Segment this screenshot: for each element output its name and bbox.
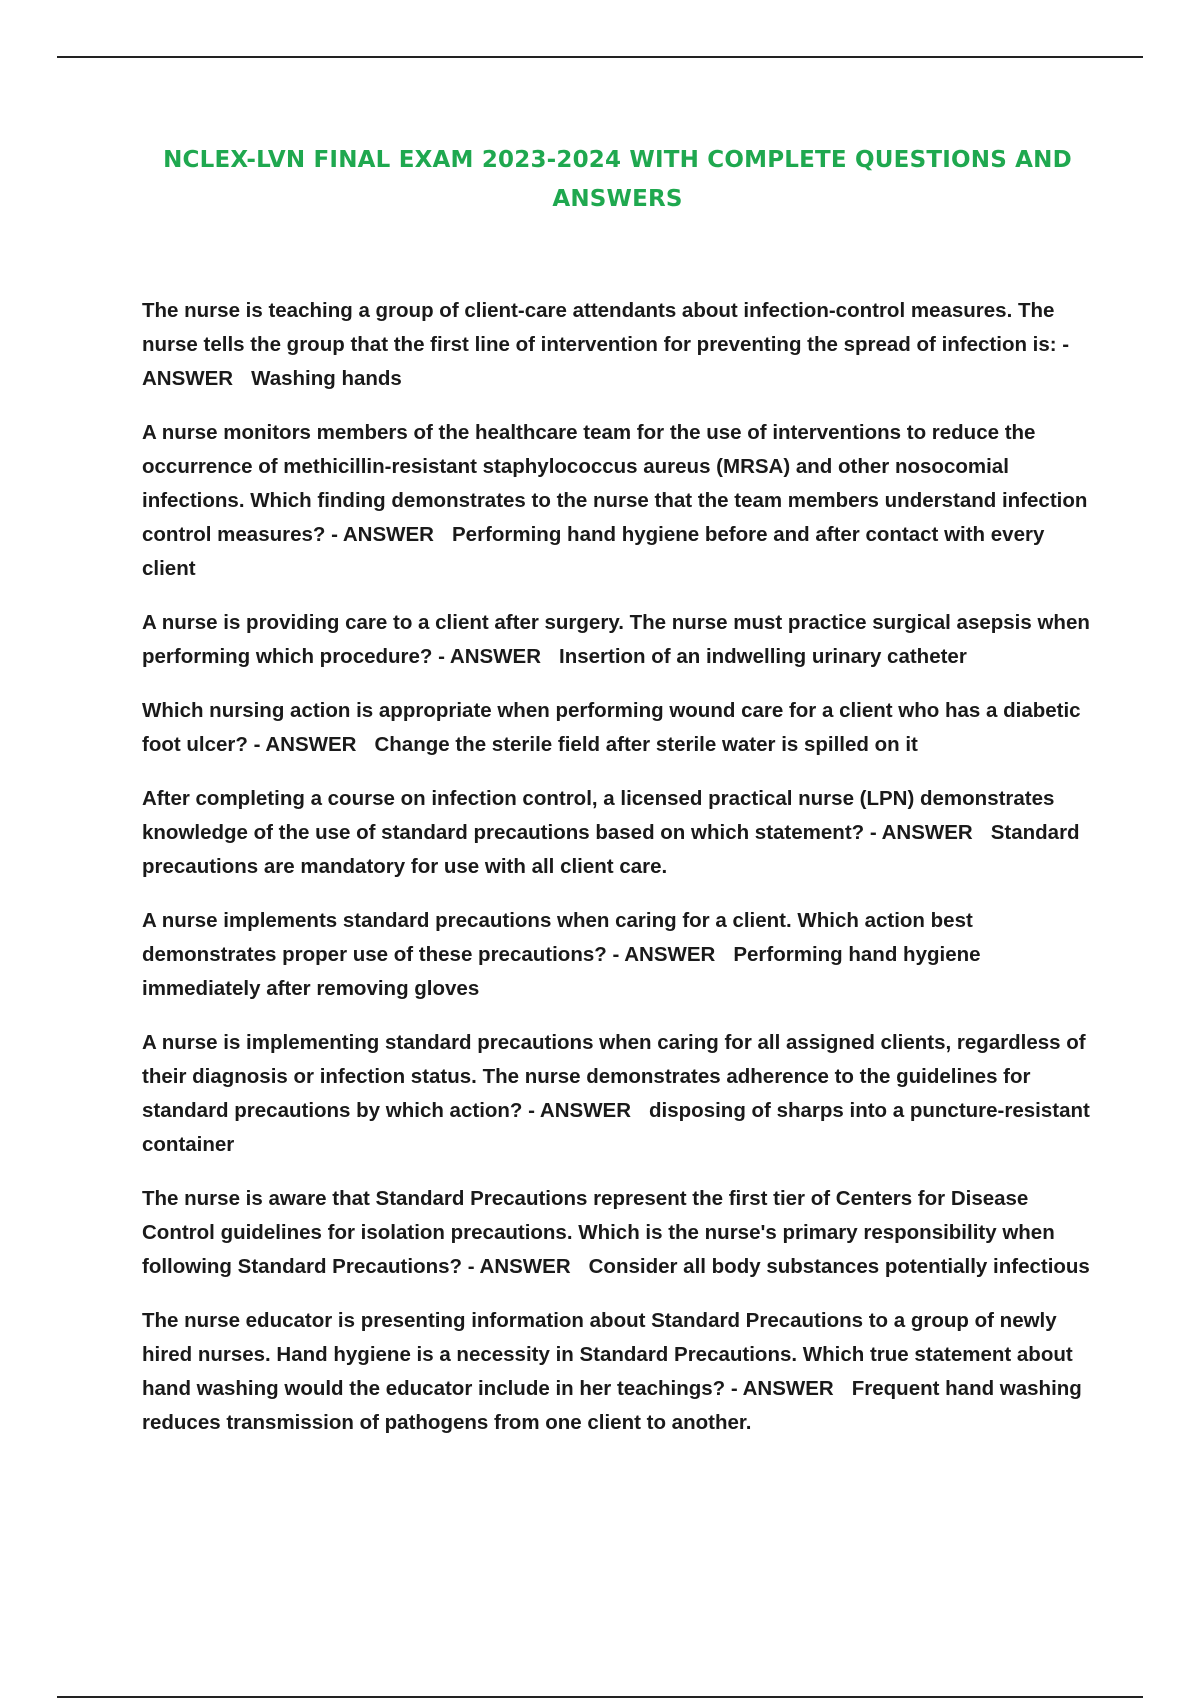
qa-item-7 [142,1026,1092,1162]
answer-text: Performing hand hygiene before and after contact with every client [142,523,1045,580]
answer-text: Performing hand hygiene immediately after removing gloves [142,943,981,1000]
qa-item-5 [142,782,1092,884]
answer-text: Change the sterile field after sterile water is spilled on it [374,733,918,756]
answer-text: Frequent hand washing reduces transmission of pathogens from one client to another. [142,1377,1082,1434]
footer-rule [57,1696,1143,1698]
question-text: The nurse is teaching a group of client-care attendants about infection-control measures. The nurse tells the group that the first line of intervention for preventing the spread of infection is: - ANSWER [142,299,1070,390]
qa-item-6 [142,904,1092,1006]
question-text: The nurse is aware that Standard Precautions represent the first tier of Centers for Disease Control guidelines for isolation precautions. Which is the nurse's primary responsibility when following Standard Precautions? - ANSWER [142,1187,1055,1278]
question-text: A nurse is providing care to a client after surgery. The nurse must practice surgical asepsis when performing which procedure? - ANSWER [142,611,1090,668]
qa-item-1 [142,294,1092,396]
qa-list [142,294,1092,1460]
qa-item-2 [142,416,1092,586]
answer-text: Consider all body substances potentially infectious [588,1255,1090,1278]
qa-item-8 [142,1182,1092,1284]
answer-text: disposing of sharps into a puncture-resistant container [142,1099,1090,1156]
question-text: A nurse monitors members of the healthcare team for the use of interventions to reduce the occurrence of methicillin-resistant staphylococcus aureus (MRSA) and other nosocomial infections. Which finding demonstrates to the nurse that the team members understand infection control measures? - ANSWER [142,421,1088,546]
question-text: The nurse educator is presenting information about Standard Precautions to a group of newly hired nurses. Hand hygiene is a necessity in Standard Precautions. Which true statement about hand washing would the educator include in her teachings? - ANSWER [142,1309,1073,1400]
answer-text: Insertion of an indwelling urinary catheter [559,645,967,668]
qa-item-9 [142,1304,1092,1440]
header-rule [57,56,1143,58]
qa-item-3 [142,606,1092,674]
question-text: A nurse implements standard precautions when caring for a client. Which action best demonstrates proper use of these precautions? - ANSWER [142,909,973,966]
qa-item-4 [142,694,1092,762]
answer-text: Washing hands [251,367,402,390]
answer-text: Standard precautions are mandatory for use with all client care. [142,821,1080,878]
question-text: After completing a course on infection control, a licensed practical nurse (LPN) demonstrates knowledge of the use of standard precautions based on which statement? - ANSWER [142,787,1055,844]
question-text: Which nursing action is appropriate when performing wound care for a client who has a diabetic foot ulcer? - ANSWER [142,699,1081,756]
document-title: NCLEX-LVN FINAL EXAM 2023-2024 WITH COMPLETE QUESTIONS AND ANSWERS [163,147,1072,212]
question-text: A nurse is implementing standard precautions when caring for all assigned clients, regardless of their diagnosis or infection status. The nurse demonstrates adherence to the guidelines for standard precautions by which action? - ANSWER [142,1031,1086,1122]
